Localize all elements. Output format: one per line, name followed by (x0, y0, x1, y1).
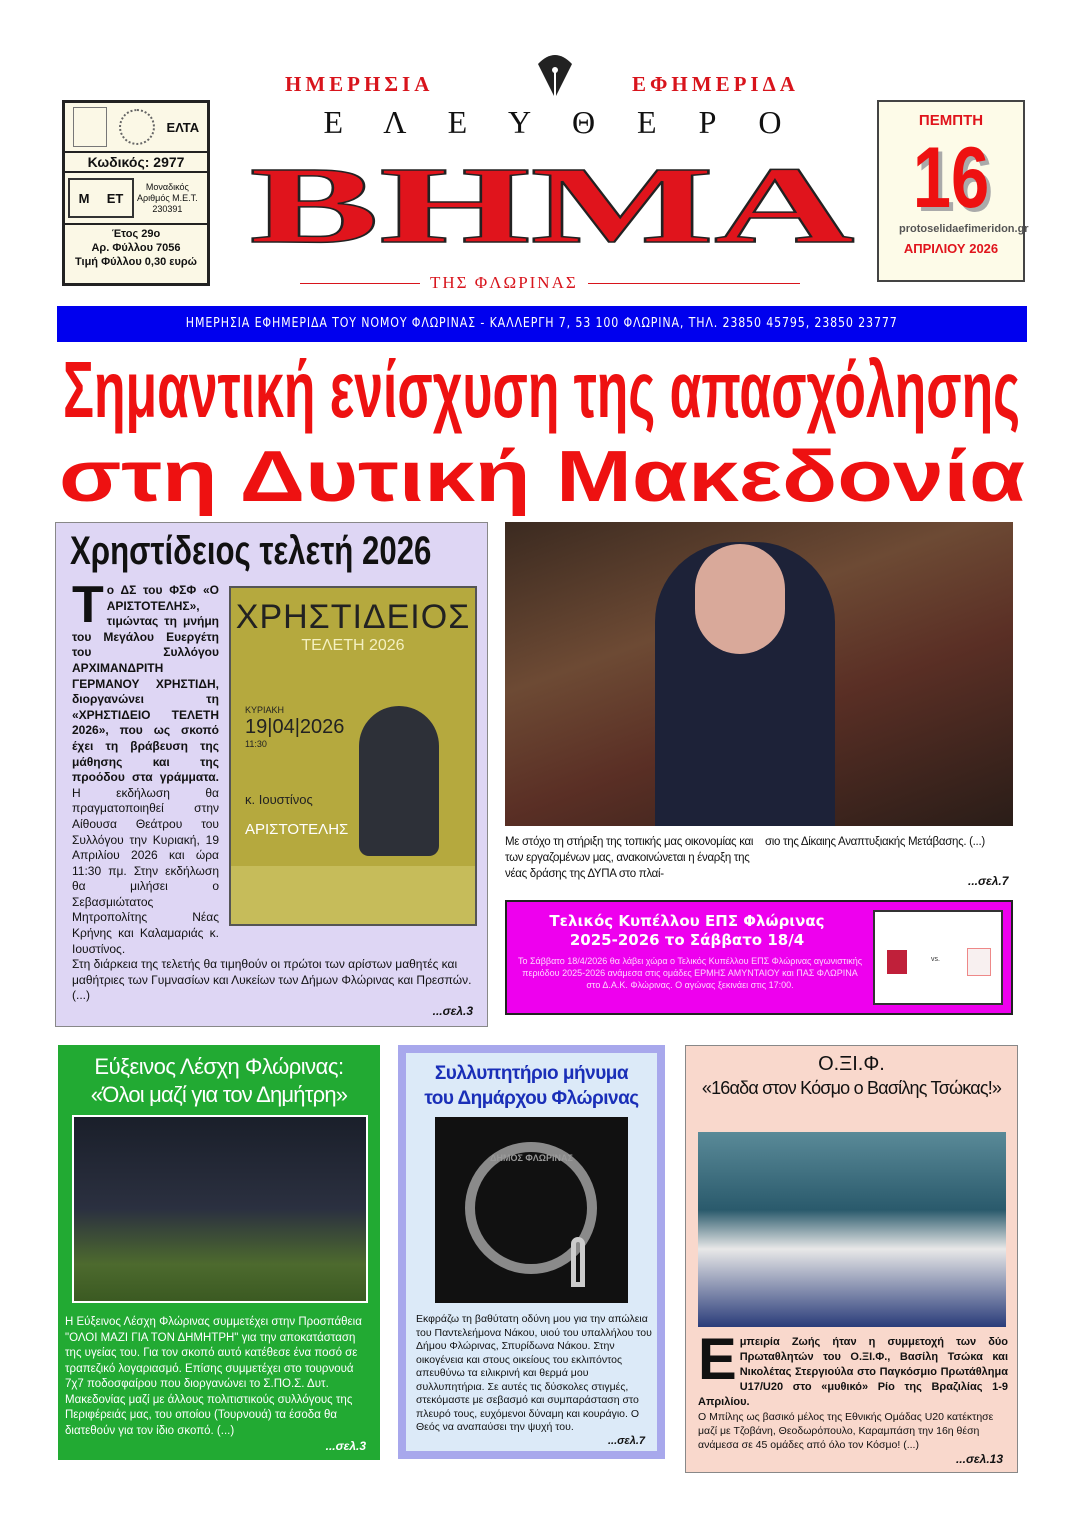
main-headline[interactable] (55, 343, 1030, 521)
article-body: Η εκδήλωση θα πραγματοποιηθεί στην Αίθουσα Θεάτρου του Συλλόγου την Κυριακή, 19 Απριλίου 2026 και ώρα 11:30 πμ. Στην εκδήλωση θα μιλήσει ο Σεβασμιώτατος Μητροπολίτης Νέας Κρήνης και Καλαμαριάς κ. Ιουστίνος. (72, 785, 219, 956)
condolence-title-1: Συλλυπητήριο μήνυμα (434, 1063, 629, 1084)
sponsor-logos (231, 866, 475, 924)
christideios-poster (229, 586, 477, 926)
speaker-face (695, 544, 785, 654)
page-ref[interactable]: ...σελ.7 (968, 874, 1009, 888)
masthead-newspaper: ΕΦΗΜΕΡΙΔΑ (632, 72, 799, 96)
poster-subtitle: ΤΕΛΕΤΗ 2026 (301, 637, 405, 654)
poster-speaker: κ. Ιουστίνος (245, 792, 313, 807)
municipality-logo (435, 1117, 628, 1303)
poster-day: ΚΥΡΙΑΚΗ (245, 705, 285, 715)
page-ref[interactable]: ...σελ.13 (955, 1452, 1003, 1466)
permit-stamp (73, 107, 107, 147)
article-lead: ο ΔΣ του ΦΣΦ «Ο ΑΡΙΣΤΟΤΕΛΗΣ», τιμώντας τη μνήμη του Μεγάλου Ευεργέτη του Συλλόγου ΑΡΧΙΜΑΝΔΡΙΤΗ ΓΕΡΜΑΝΟΥ ΧΡΗΣΤΙΔΗ, διοργανώνει τη «ΧΡΗΣΤΙΔΕΙΟ ΤΕΛΕΤΗ 2026», που ως σκοπό έχει τη βράβευση της μάθησης και της προόδου στα γράμματα. (72, 583, 219, 785)
logo-text: ΔΗΜΟΣ ΦΛΩΡΙΝΑΣ (490, 1153, 573, 1163)
page-ref[interactable]: ...σελ.7 (607, 1434, 645, 1447)
pen-nib-icon (530, 50, 580, 100)
month-year: ΑΠΡΙΛΙΟΥ 2026 (903, 241, 999, 256)
article-christideios[interactable] (55, 522, 488, 1027)
condolence-body: Εκφράζω τη βαθύτατη οδύνη μου για την απώλεια του Παντελεήμονα Νάκου, υιού του υπαλλήλου του Δήμου Φλώρινας, Σπυρίδωνα Νάκου. Στην οικογένεια και στους οικείους του εκλιπόντος απευθύνω τα ειλικρινή και θερμά μου συλλυπητήρια. Σε αυτές τις δύσκολες στιγμές, στεκόμαστε με σεβασμό και συμπαράσταση στο πλευρό τους, ευχόμενοι δύναμη και κουράγιο. Ο Θεός να αναπαύσει την ψυχή του. (416, 1313, 652, 1433)
page-ref[interactable]: ...σελ.3 (325, 1439, 366, 1453)
article-euxeinos[interactable] (58, 1045, 380, 1460)
team-photo (72, 1115, 368, 1303)
seal-icon (119, 109, 155, 145)
contact-text: ΗΜΕΡΗΣΙΑ ΕΦΗΜΕΡΙΔΑ ΤΟΥ ΝΟΜΟΥ ΦΛΩΡΙΝΑΣ - ΚΑΛΛΕΡΓΗ 7, 53 100 ΦΛΩΡΙΝΑ, ΤΗΛ. 23850 45795, 23850 23777 (186, 316, 898, 331)
watermark: protoselidaefimeridon.gr (899, 223, 1029, 235)
day-number: 16 (912, 130, 990, 226)
elta-logo: ΕΛΤΑ (166, 119, 200, 135)
met-number: 230391 (152, 203, 183, 214)
masthead-name: ΒΗΜΑ (249, 144, 855, 266)
met-label: Μοναδικός (145, 181, 189, 192)
bust-image (359, 706, 439, 856)
year: Έτος 29ο (111, 228, 161, 240)
masthead-florina: ΤΗΣ ΦΛΩΡΙΝΑΣ (420, 273, 588, 293)
masthead-daily: ΗΜΕΡΗΣΙΑ (285, 72, 434, 96)
cup-body: Το Σάββατο 18/4/2026 θα λάβει χώρα ο Τελικός Κυπέλλου ΕΠΣ Φλώρινας αγωνιστικής περιόδου 2025-2026 ανάμεσα στις ομάδες ΕΡΜΗΣ ΑΜΥΝΤΑΙΟΥ και ΠΑΣ ΦΛΩΡΙΝΑ στο Δ.Α.Κ. Φλώρινας. Ο αγώνας ξεκινάει στις 17:00. (517, 956, 863, 990)
vs-label: vs. (931, 956, 940, 963)
cup-final-box[interactable] (505, 900, 1013, 1015)
contact-bar (57, 306, 1027, 342)
weekday: ΠΕΜΠΤΗ (918, 112, 984, 129)
oxif-lead: μπειρία Ζωής ήταν η συμμετοχή των δύο Πρωταθλητών του Ο.ΞΙ.Φ., Βασίλη Τσώκα και Νικολέτας Στεργιούλα στο Παγκόσμιο Πρωτάθλημα U17/U20 στο «μυθικό» Ρίο της Βραζιλίας 1-9 Απριλίου. (698, 1336, 1008, 1408)
dypa-caption-2: σιο της Δίκαιης Αναπτυξιακής Μετάβασης. (...) (765, 836, 985, 848)
poster-org: ΑΡΙΣΤΟΤΕΛΗΣ (245, 821, 349, 838)
masthead-logo (245, 142, 860, 270)
cup-title-2: 2025-2026 το Σάββατο 18/4 (569, 931, 805, 949)
price: Τιμή Φύλλου 0,30 ευρώ (75, 256, 197, 268)
issue-info-box (62, 100, 210, 286)
cup-title-1: Τελικός Κυπέλλου ΕΠΣ Φλώρινας (549, 912, 825, 930)
date-box (877, 100, 1029, 282)
ermis-crest-icon (887, 950, 907, 974)
headline-line2: στη Δυτική Μακεδονία (59, 437, 1025, 517)
article-oxif[interactable] (685, 1045, 1018, 1473)
oxif-title-1: Ο.ΞΙ.Φ. (818, 1053, 885, 1075)
drop-cap: Τ (72, 576, 104, 634)
met-m: Μ (78, 190, 90, 206)
code: Κωδικός: 2977 (65, 153, 207, 173)
ribbon-icon (571, 1237, 585, 1287)
fencers-photo (698, 1132, 1006, 1327)
met-book-icon (68, 178, 134, 218)
met-et: ΕΤ (106, 190, 124, 206)
issue-number: Αρ. Φύλλου 7056 (91, 242, 181, 254)
pas-crest-icon (967, 948, 991, 976)
article-title: Χρηστίδειος τελετή 2026 (70, 529, 432, 573)
poster-title: ΧΡΗΣΤΙΔΕΙΟΣ (235, 598, 471, 636)
euxeinos-title-1: Εύξεινος Λέσχη Φλώρινας: (94, 1054, 344, 1079)
poster-date: 19|04|2026 (245, 716, 345, 738)
article-body-2: Στη διάρκεια της τελετής θα τιμηθούν οι πρώτοι των αρίστων μαθητές και μαθήτριες των Γυμνασίων και Λυκείων των Δήμων Φλώρινας και Πρεσπών. (...) (72, 957, 472, 1003)
page-ref[interactable]: ...σελ.3 (432, 1004, 473, 1019)
met-label2: Αριθμός Μ.Ε.Τ. (137, 192, 198, 203)
condolence-title-2: του Δημάρχου Φλώρινας (424, 1088, 639, 1109)
article-condolence[interactable] (398, 1045, 665, 1459)
dypa-photo (505, 522, 1013, 826)
oxif-body: Ο Μπίλης ως βασικό μέλος της Εθνικής Ομάδας U20 κατέκτησε μαζί με Τζοβάνη, Θεοδωρόπουλο, Καραμπάση την 16η θέση ανάμεσα σε 45 ομάδες από όλο τον Κόσμο! (...) (698, 1411, 994, 1451)
headline-line1: Σημαντική ενίσχυση της απασχόλησης (63, 345, 1020, 434)
poster-time: 11:30 (245, 739, 267, 749)
masthead-free: Ε Λ Ε Υ Θ Ε Ρ Ο (323, 104, 782, 140)
euxeinos-title-2: «Όλοι μαζί για τον Δημήτρη» (90, 1082, 348, 1107)
dypa-caption-1: Με στόχο τη στήριξη της τοπικής μας οικονομίας και των εργαζομένων μας, ανακοινώνεται η έναρξη της νέας δράσης της ΔΥΠΑ στο πλαί- (505, 836, 754, 880)
cup-graphic (873, 910, 1003, 1005)
drop-cap: Ε (698, 1327, 737, 1392)
oxif-title-2: «16αδα στον Κόσμο ο Βασίλης Τσώκας!» (701, 1078, 1002, 1098)
euxeinos-body: Η Εύξεινος Λέσχη Φλώρινας συμμετέχει στην Προσπάθεια "ΟΛΟΙ ΜΑΖΙ ΓΙΑ ΤΟΝ ΔΗΜΗΤΡΗ" για την αποκατάσταση της υγείας του. Για τον σκοπό αυτό κατέθεσε ένα ποσό σε τραπεζικό λογαριασμό. Επίσης συμμετέχει στο τουρνουά 7χ7 ποδοσφαίρου που διοργανώνει το Σ.ΠΟ.Σ. Δυτ. Μακεδονίας μαζί με άλλους πολιτιστικούς συλλόγους της Περιφέρειάς μας, του οποίου (Τουρνουά) τα έσοδα θα διατεθούν για τον ίδιο σκοπό. (...) (65, 1316, 362, 1437)
